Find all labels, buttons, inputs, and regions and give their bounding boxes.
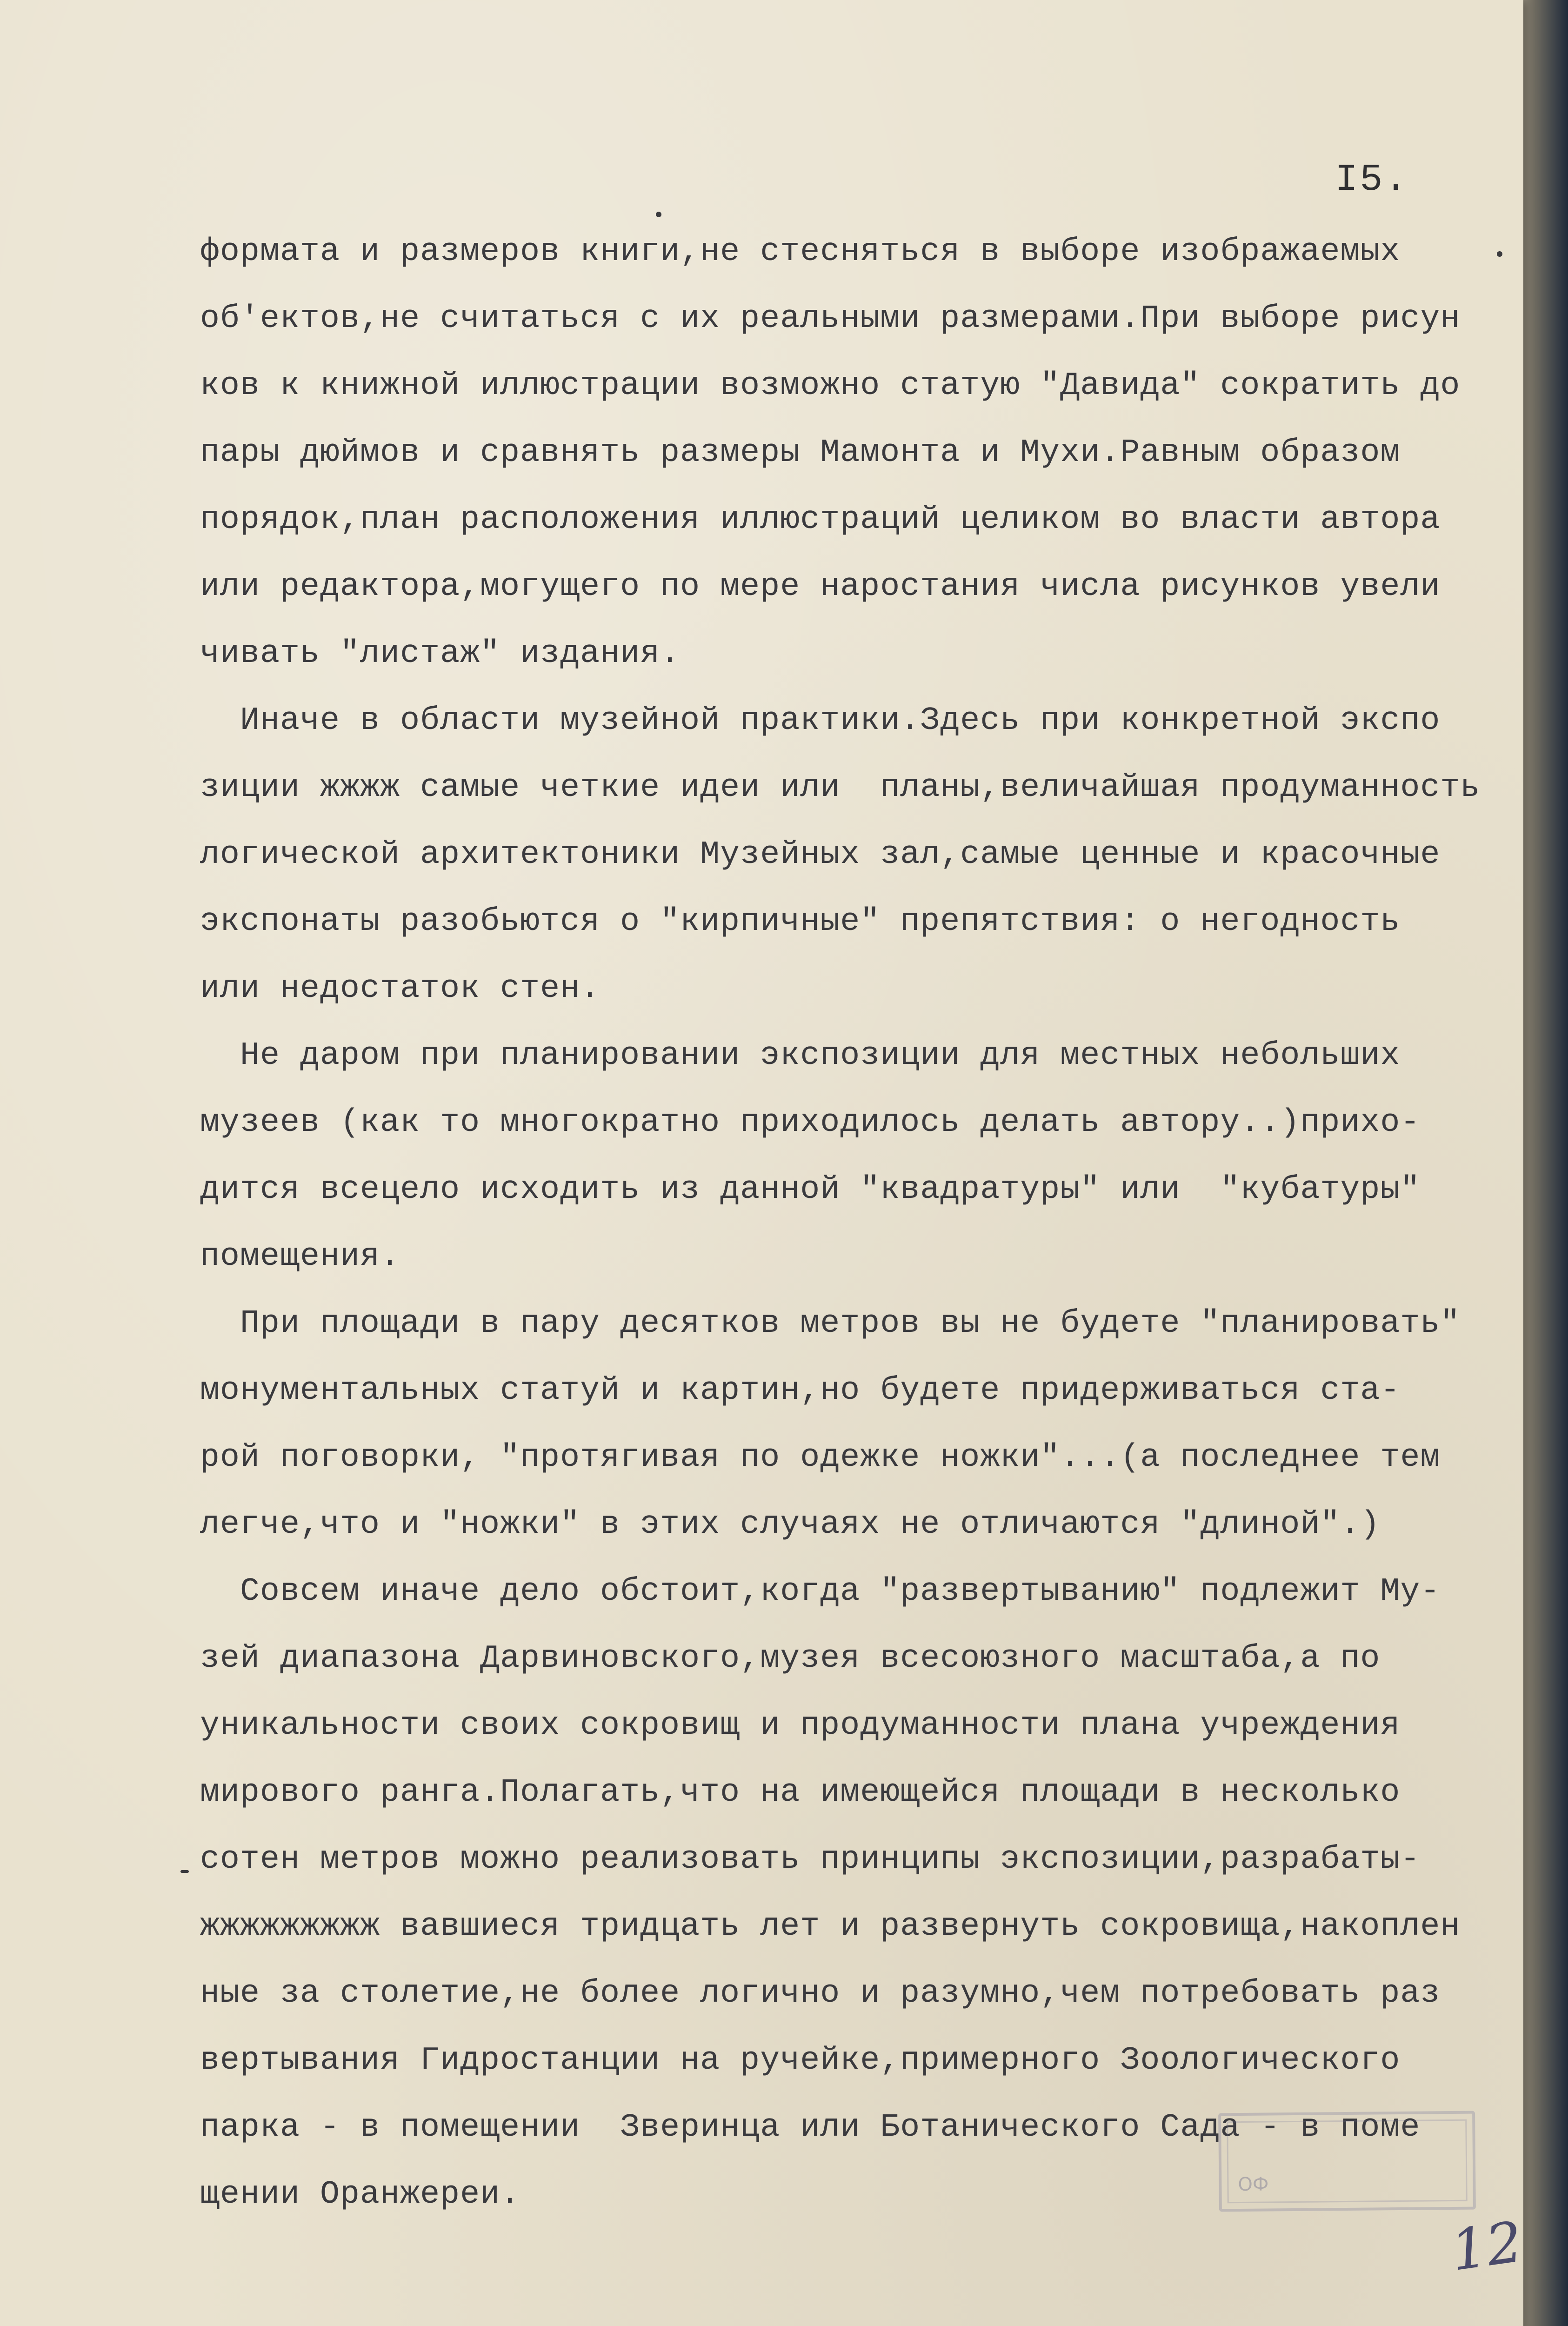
text-line: чивать "листаж" издания. — [200, 635, 681, 672]
text-line: монументальных статуй и картин,но будете придерживаться ста- — [200, 1372, 1401, 1409]
text-line: вертывания Гидростанции на ручейке,примерного Зоологического — [200, 2042, 1401, 2079]
text-line: формата и размеров книги,не стесняться в выборе изображаемых — [200, 234, 1401, 270]
text-line: легче,что и "ножки" в этих случаях не отличаются "длиной".) — [200, 1506, 1381, 1543]
text-line: рой поговорки, "протягивая по одежке ножки"...(а последнее тем — [200, 1439, 1441, 1476]
text-line: парка - в помещении Зверинца или Ботанического Сада - в поме — [200, 2109, 1421, 2146]
text-line: зиции жжжж самые четкие идеи или планы,величайшая продуманность — [200, 769, 1481, 806]
text-line: помещения. — [200, 1238, 400, 1275]
typed-text-body — [200, 219, 1530, 2228]
text-line: Иначе в области музейной практики.Здесь при конкретной экспо — [200, 702, 1441, 739]
archive-stamp — [1218, 2111, 1476, 2212]
text-line: об'ектов,не считаться с их реальными размерами.При выборе рисун — [200, 301, 1461, 337]
text-line: логической архитектоники Музейных зал,самые ценные и красочные — [200, 836, 1441, 873]
text-line: или редактора,могущего по мере наростания числа рисунков увели — [200, 568, 1441, 605]
text-line: или недостаток стен. — [200, 970, 601, 1007]
text-line: музеев (как то многократно приходилось делать автору..)прихо- — [200, 1104, 1421, 1141]
text-line: уникальности своих сокровищ и продуманности плана учреждения — [200, 1707, 1401, 1744]
text-line: Не даром при планировании экспозиции для местных небольших — [200, 1037, 1401, 1074]
ink-speck — [656, 212, 661, 217]
text-line: порядок,план расположения иллюстраций целиком во власти автора — [200, 501, 1441, 538]
text-line: экспонаты разобьются о "кирпичные" препятствия: о негодность — [200, 903, 1401, 940]
text-line: мирового ранга.Полагать,что на имеющейся площади в несколько — [200, 1774, 1401, 1811]
text-line: При площади в пару десятков метров вы не будете "планировать" — [200, 1305, 1461, 1342]
sheet-number-handwritten: 12 — [1447, 2210, 1527, 2284]
archive-stamp-text: ФО — [1227, 2119, 1468, 2203]
text-line: жжжжжжжжж вавшиеся тридцать лет и развернуть сокровища,накоплен — [200, 1908, 1461, 1945]
text-line: зей диапазона Дарвиновского,музея всесоюзного масштаба,а по — [200, 1640, 1381, 1677]
text-line: ков к книжной иллюстрации возможно статую "Давида" сократить до — [200, 368, 1461, 404]
ink-speck — [180, 1870, 189, 1873]
page-number: I5. — [1335, 158, 1409, 201]
text-line: сотен метров можно реализовать принципы экспозиции,разрабаты- — [200, 1841, 1421, 1878]
ink-speck — [1497, 251, 1502, 257]
text-line: ные за столетие,не более логично и разумно,чем потребовать раз — [200, 1975, 1441, 2012]
text-line: щении Оранжереи. — [200, 2176, 520, 2213]
text-line: пары дюймов и сравнять размеры Мамонта и Мухи.Равным образом — [200, 434, 1401, 471]
text-line: дится всецело исходить из данной "квадратуры" или "кубатуры" — [200, 1171, 1421, 1208]
text-line: Совсем иначе дело обстоит,когда "развертыванию" подлежит Му- — [200, 1573, 1441, 1610]
